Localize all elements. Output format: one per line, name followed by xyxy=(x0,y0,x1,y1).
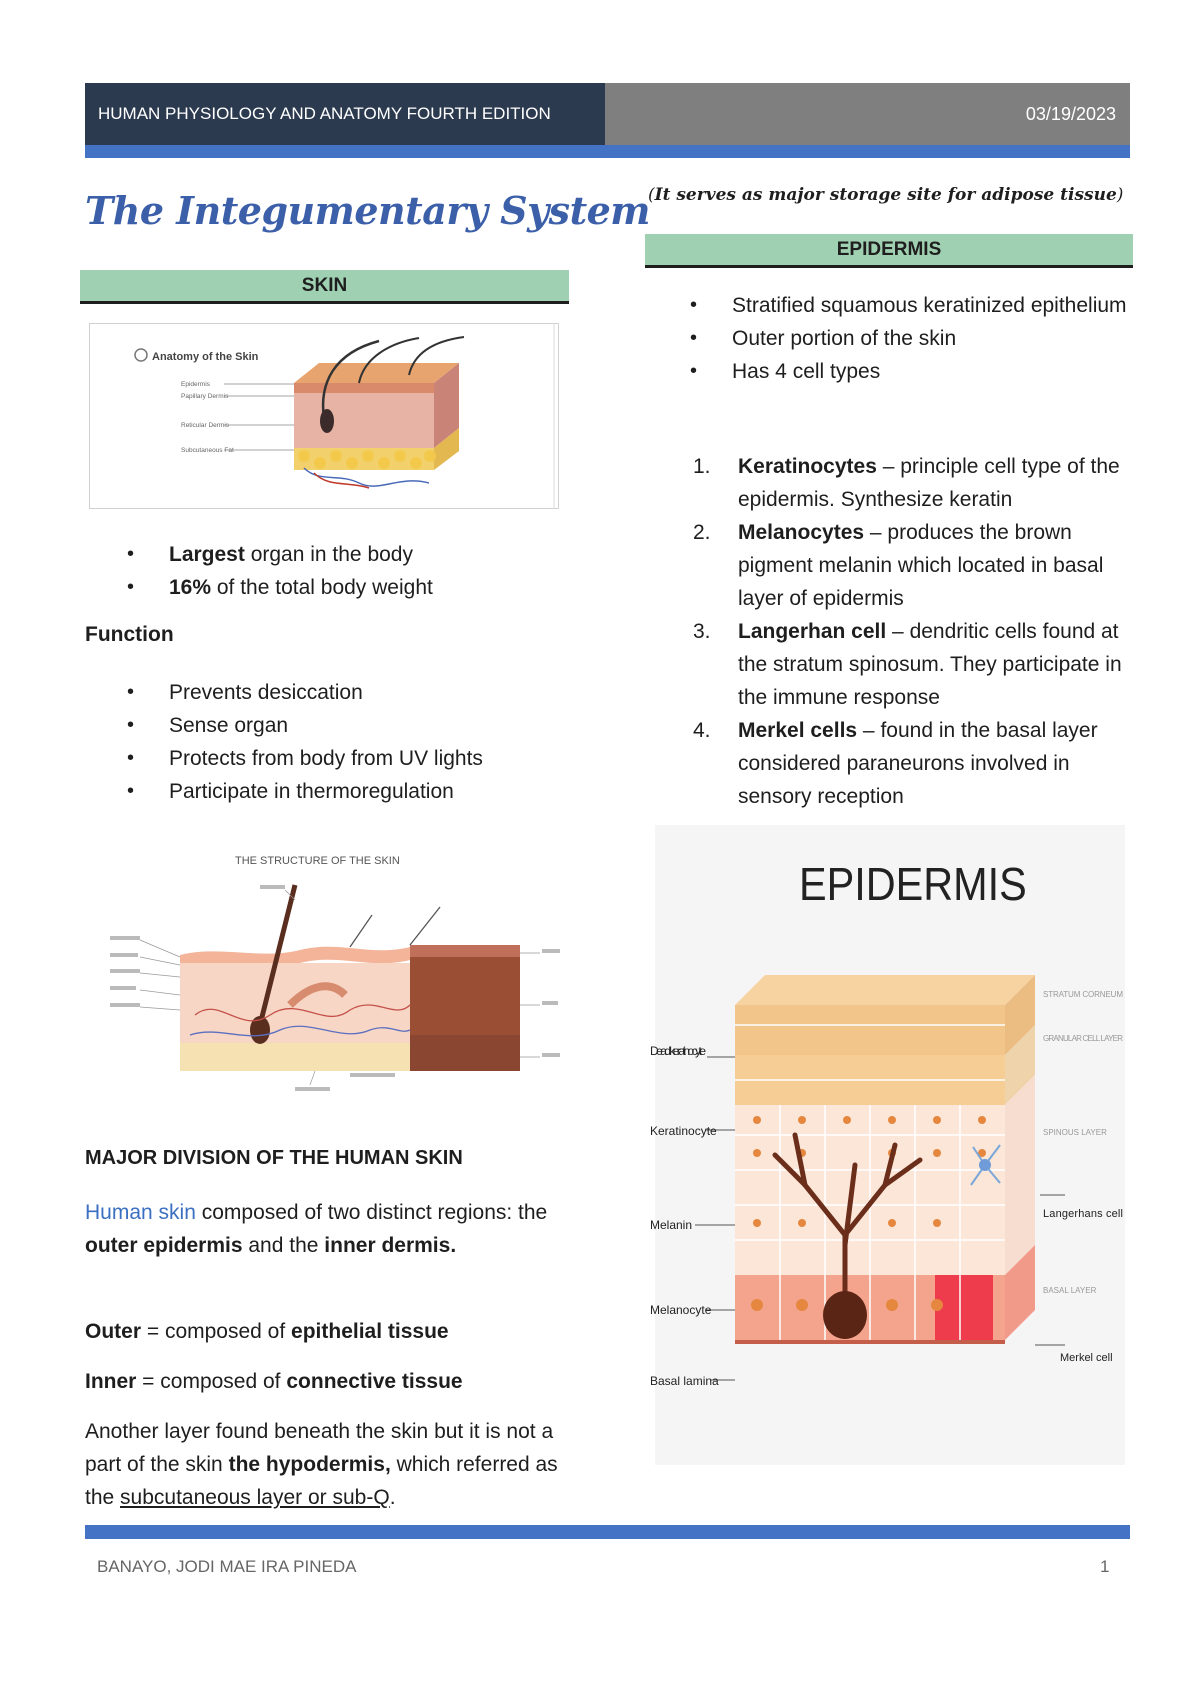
figure3-title: EPIDERMIS xyxy=(799,859,1027,911)
adipose-note: (It serves as major storage site for adipose tissue) xyxy=(648,185,1124,205)
skin-facts-list xyxy=(85,538,585,604)
epidermis-label: Keratinocyte xyxy=(650,1124,717,1138)
header-date: 03/19/2023 xyxy=(605,83,1130,145)
epidermis-label: GRANULAR CELL LAYER xyxy=(1043,1034,1123,1043)
footer-author: BANAYO, JODI MAE IRA PINEDA xyxy=(97,1557,357,1576)
list-item: • 16% of the total body weight xyxy=(85,571,585,604)
function-heading: Function xyxy=(85,623,174,646)
epidermis-label: Melanin xyxy=(650,1218,693,1232)
epidermis-label: Dead keratinocyte xyxy=(650,1044,706,1058)
function-list xyxy=(85,676,585,808)
figure1-label: Reticular Dermis xyxy=(181,422,230,429)
figure1-title: Anatomy of the Skin xyxy=(152,351,259,363)
section-bar-epidermis: EPIDERMIS xyxy=(645,234,1133,268)
figure1-label: Subcutaneous Fat xyxy=(181,447,234,454)
composition-paragraph: Human skin composed of two distinct regions: the outer epidermis and the inner dermis. xyxy=(85,1201,548,1257)
epidermis-facts-list xyxy=(648,289,1138,388)
epidermis-label: Langerhans cell xyxy=(1043,1208,1123,1220)
header-divider xyxy=(85,145,1130,158)
list-item: 3. Langerhan cell – dendritic cells found at the stratum spinosum. They participate in the immune response xyxy=(693,620,1122,709)
figure2-title: THE STRUCTURE OF THE SKIN xyxy=(235,855,400,867)
list-item: • Protects from body from UV lights xyxy=(85,742,585,775)
epidermis-label: Merkel cell xyxy=(1060,1352,1113,1364)
list-item: • Stratified squamous keratinized epithelium xyxy=(648,289,1138,322)
page-title: The Integumentary System xyxy=(85,188,651,233)
skin-structure-figure xyxy=(110,845,560,1105)
list-item: 4. Merkel cells – found in the basal layer considered paraneurons involved in sensory reception xyxy=(693,719,1098,808)
section-bar-skin: SKIN xyxy=(80,270,569,304)
major-division-heading: MAJOR DIVISION OF THE HUMAN SKIN xyxy=(85,1147,463,1169)
header-title: HUMAN PHYSIOLOGY AND ANATOMY FOURTH EDITION xyxy=(85,83,605,145)
figure1-label: Papillary Dermis xyxy=(181,393,229,400)
page-number: 1 xyxy=(1100,1557,1110,1576)
list-item: • Has 4 cell types xyxy=(648,355,1138,388)
list-item: • Participate in thermoregulation xyxy=(85,775,585,808)
epidermis-label: STRATUM CORNEUM xyxy=(1043,990,1123,999)
cell-types-list xyxy=(648,450,1138,813)
list-item: • Outer portion of the skin xyxy=(648,322,1138,355)
human-skin-link[interactable]: Human skin xyxy=(85,1201,196,1224)
figure1-label: Epidermis xyxy=(181,381,210,388)
list-item: • Sense organ xyxy=(85,709,585,742)
epidermis-label: Melanocyte xyxy=(650,1303,712,1317)
hypodermis-paragraph: Another layer found beneath the skin but it is not a part of the skin the hypodermis, which referred as the subcutaneous layer or sub-Q. xyxy=(85,1420,558,1509)
list-item: • Largest organ in the body xyxy=(85,538,585,571)
footer-divider xyxy=(85,1525,1130,1539)
list-item: 1. Keratinocytes – principle cell type of the epidermis. Synthesize keratin xyxy=(693,455,1120,511)
inner-definition: Inner = composed of connective tissue xyxy=(85,1370,463,1393)
epidermis-label: SPINOUS LAYER xyxy=(1043,1128,1107,1137)
epidermis-label: Basal lamina xyxy=(650,1374,719,1388)
list-item: 2. Melanocytes – produces the brown pigment melanin which located in basal layer of epidermis xyxy=(693,521,1104,610)
outer-definition: Outer = composed of epithelial tissue xyxy=(85,1320,449,1343)
list-item: • Prevents desiccation xyxy=(85,676,585,709)
anatomy-of-skin-figure xyxy=(89,323,559,509)
epidermis-figure xyxy=(650,825,1125,1465)
epidermis-label: BASAL LAYER xyxy=(1043,1286,1097,1295)
